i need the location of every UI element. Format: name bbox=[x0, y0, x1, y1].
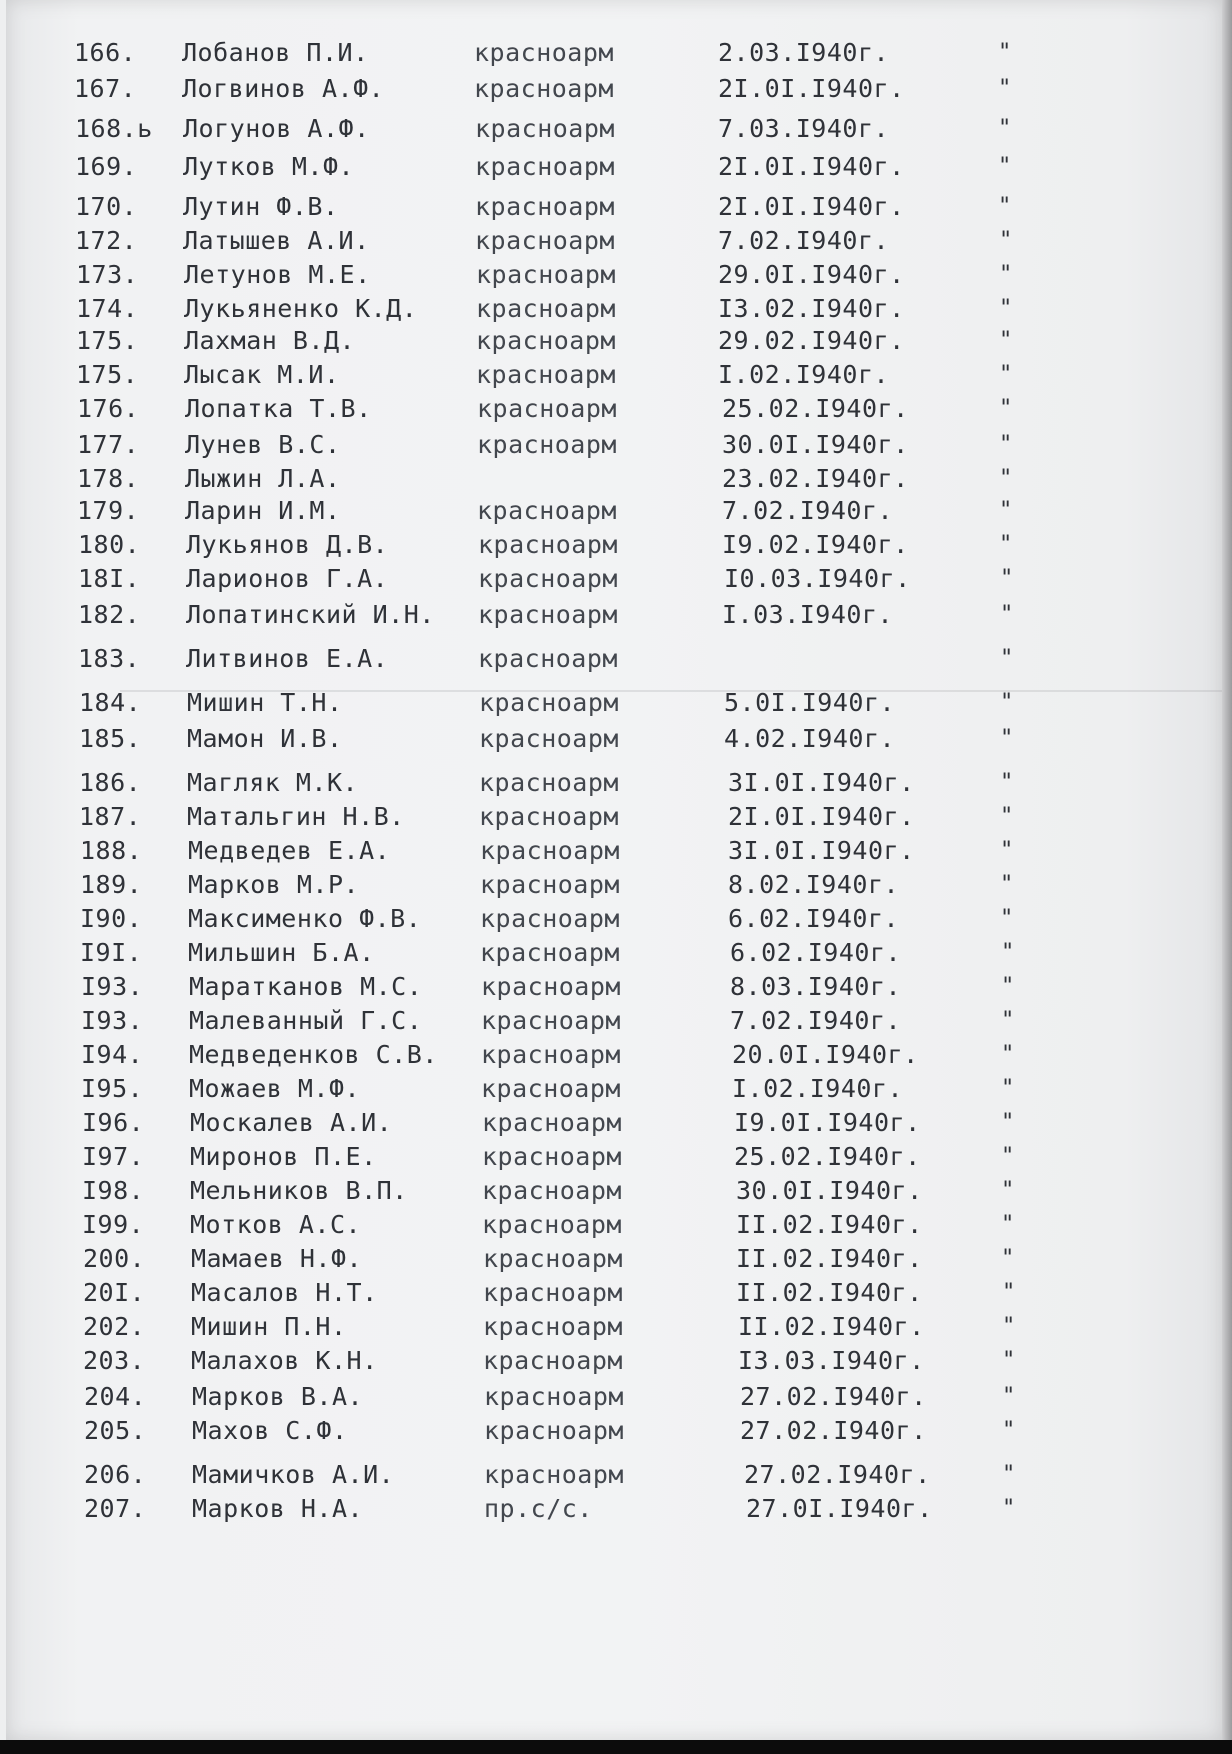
entry-number: 174. bbox=[76, 294, 139, 323]
entry-ditto-mark: " bbox=[999, 296, 1013, 321]
entry-rank: красноарм bbox=[474, 74, 614, 103]
entry-ditto-mark: " bbox=[998, 154, 1012, 179]
entry-name: Мотков А.С. bbox=[190, 1210, 362, 1239]
list-item bbox=[0, 1276, 1232, 1310]
list-item bbox=[0, 224, 1232, 258]
entry-ditto-mark: " bbox=[1001, 1076, 1015, 1101]
entry-name: Лахман В.Д. bbox=[184, 326, 356, 355]
entry-rank: красноарм bbox=[482, 1176, 622, 1205]
entry-rank: красноарм bbox=[484, 1382, 624, 1411]
entry-number: I9I. bbox=[80, 938, 143, 967]
entry-ditto-mark: " bbox=[1001, 1212, 1015, 1237]
entry-name: Марков В.А. bbox=[192, 1382, 364, 1411]
entry-rank: красноарм bbox=[479, 802, 619, 831]
entry-rank: красноарм bbox=[481, 1006, 621, 1035]
entry-date: I3.03.I940г. bbox=[738, 1346, 925, 1375]
entry-rank: красноарм bbox=[483, 1346, 623, 1375]
entry-date: II.02.I940г. bbox=[736, 1244, 923, 1273]
entry-date: 7.03.I940г. bbox=[718, 114, 890, 143]
entry-ditto-mark: " bbox=[1002, 1280, 1016, 1305]
entry-ditto-mark: " bbox=[1000, 646, 1014, 671]
entry-number: 179. bbox=[77, 496, 140, 525]
entry-date: 30.0I.I940г. bbox=[736, 1176, 923, 1205]
entry-date: I0.03.I940г. bbox=[724, 564, 911, 593]
entry-name: Ларионов Г.А. bbox=[186, 564, 389, 593]
list-item bbox=[0, 1492, 1232, 1526]
entry-name: Мишин П.Н. bbox=[191, 1312, 347, 1341]
list-item bbox=[0, 258, 1232, 292]
list-item bbox=[0, 686, 1232, 720]
entry-number: 207. bbox=[84, 1494, 147, 1523]
entry-name: Лукьянов Д.В. bbox=[186, 530, 389, 559]
entry-rank: красноарм bbox=[476, 326, 616, 355]
entry-rank: красноарм bbox=[481, 972, 621, 1001]
entry-name: Лысак М.И. bbox=[184, 360, 340, 389]
entry-name: Можаев М.Ф. bbox=[189, 1074, 361, 1103]
entry-number: 166. bbox=[74, 38, 137, 67]
entry-date: 7.02.I940г. bbox=[722, 496, 894, 525]
entry-ditto-mark: " bbox=[999, 362, 1013, 387]
entry-number: 170. bbox=[75, 192, 138, 221]
list-item bbox=[0, 358, 1232, 392]
entry-number: I94. bbox=[81, 1040, 144, 1069]
entry-date: 8.03.I940г. bbox=[730, 972, 902, 1001]
entry-rank: красноарм bbox=[476, 294, 616, 323]
entry-number: I90. bbox=[80, 904, 143, 933]
entry-date: 3I.0I.I940г. bbox=[728, 768, 915, 797]
entry-number: I93. bbox=[81, 972, 144, 1001]
entry-number: I96. bbox=[82, 1108, 145, 1137]
list-item bbox=[0, 1414, 1232, 1448]
entry-ditto-mark: " bbox=[1000, 872, 1014, 897]
entry-ditto-mark: " bbox=[999, 498, 1013, 523]
list-item bbox=[0, 1174, 1232, 1208]
list-item bbox=[0, 834, 1232, 868]
entry-number: 175. bbox=[76, 360, 139, 389]
entry-number: 173. bbox=[76, 260, 139, 289]
list-item bbox=[0, 1140, 1232, 1174]
entry-date: 6.02.I940г. bbox=[730, 938, 902, 967]
list-item bbox=[0, 1310, 1232, 1344]
entry-name: Лутков М.Ф. bbox=[183, 152, 355, 181]
entry-number: 188. bbox=[80, 836, 143, 865]
entry-rank: красноарм bbox=[484, 1416, 624, 1445]
entry-name: Медведенков С.В. bbox=[189, 1040, 438, 1069]
entry-date: 27.0I.I940г. bbox=[746, 1494, 933, 1523]
list-item bbox=[0, 562, 1232, 596]
entry-number: 189. bbox=[80, 870, 143, 899]
entry-name: Максименко Ф.В. bbox=[188, 904, 422, 933]
entry-number: 203. bbox=[83, 1346, 146, 1375]
entry-ditto-mark: " bbox=[1002, 1384, 1016, 1409]
entry-date: I9.0I.I940г. bbox=[734, 1108, 921, 1137]
entry-name: Москалев А.И. bbox=[190, 1108, 393, 1137]
entry-date: 5.0I.I940г. bbox=[724, 688, 896, 717]
list-item bbox=[0, 36, 1232, 70]
entry-date: 20.0I.I940г. bbox=[732, 1040, 919, 1069]
entry-rank: красноарм bbox=[478, 530, 618, 559]
entry-name: Масалов Н.Т. bbox=[191, 1278, 378, 1307]
entry-date: 2I.0I.I940г. bbox=[728, 802, 915, 831]
list-item bbox=[0, 150, 1232, 184]
entry-ditto-mark: " bbox=[999, 328, 1013, 353]
entry-ditto-mark: " bbox=[998, 40, 1012, 65]
entry-number: 20I. bbox=[83, 1278, 146, 1307]
list-item bbox=[0, 1106, 1232, 1140]
entry-name: Магляк М.К. bbox=[187, 768, 359, 797]
entry-number: 178. bbox=[77, 464, 140, 493]
entry-rank: красноарм bbox=[475, 152, 615, 181]
entry-ditto-mark: " bbox=[1000, 566, 1014, 591]
entry-ditto-mark: " bbox=[1000, 690, 1014, 715]
entry-name: Мельников В.П. bbox=[190, 1176, 408, 1205]
entry-date: II.02.I940г. bbox=[738, 1312, 925, 1341]
entry-name: Логунов А.Ф. bbox=[183, 114, 370, 143]
list-item bbox=[0, 598, 1232, 632]
entry-number: 183. bbox=[78, 644, 141, 673]
entry-ditto-mark: " bbox=[1002, 1418, 1016, 1443]
entry-number: 205. bbox=[84, 1416, 147, 1445]
entry-number: 18I. bbox=[78, 564, 141, 593]
entry-ditto-mark: " bbox=[1000, 804, 1014, 829]
entry-name: Мишин Т.Н. bbox=[187, 688, 343, 717]
entry-name: Матальгин Н.В. bbox=[187, 802, 405, 831]
entry-ditto-mark: " bbox=[1000, 726, 1014, 751]
entry-ditto-mark: " bbox=[1000, 906, 1014, 931]
entry-ditto-mark: " bbox=[998, 116, 1012, 141]
entry-number: 204. bbox=[84, 1382, 147, 1411]
list-item bbox=[0, 766, 1232, 800]
entry-number: I99. bbox=[82, 1210, 145, 1239]
entry-date: 29.0I.I940г. bbox=[718, 260, 905, 289]
entry-number: 206. bbox=[84, 1460, 147, 1489]
entry-date: 2I.0I.I940г. bbox=[718, 74, 905, 103]
entry-rank: красноарм bbox=[474, 38, 614, 67]
list-item bbox=[0, 428, 1232, 462]
list-item bbox=[0, 1208, 1232, 1242]
entry-rank: красноарм bbox=[475, 114, 615, 143]
entry-rank: красноарм bbox=[484, 1460, 624, 1489]
entry-ditto-mark: " bbox=[1001, 1008, 1015, 1033]
entry-rank: красноарм bbox=[475, 226, 615, 255]
entry-rank: красноарм bbox=[479, 724, 619, 753]
entry-ditto-mark: " bbox=[999, 466, 1013, 491]
entry-rank: красноарм bbox=[479, 688, 619, 717]
entry-date: I3.02.I940г. bbox=[718, 294, 905, 323]
entry-date: 6.02.I940г. bbox=[728, 904, 900, 933]
list-item bbox=[0, 1038, 1232, 1072]
entry-date: 29.02.I940г. bbox=[718, 326, 905, 355]
list-item bbox=[0, 1458, 1232, 1492]
entry-name: Латышев А.И. bbox=[183, 226, 370, 255]
entry-ditto-mark: " bbox=[999, 396, 1013, 421]
entry-number: I98. bbox=[82, 1176, 145, 1205]
entry-name: Миронов П.Е. bbox=[190, 1142, 377, 1171]
entry-rank: красноарм bbox=[476, 360, 616, 389]
entry-number: 180. bbox=[78, 530, 141, 559]
entry-date: 7.02.I940г. bbox=[730, 1006, 902, 1035]
scan-bottom-border bbox=[0, 1740, 1232, 1754]
entry-rank: красноарм bbox=[483, 1312, 623, 1341]
list-item bbox=[0, 494, 1232, 528]
entry-name: Малеванный Г.С. bbox=[189, 1006, 423, 1035]
entry-rank: красноарм bbox=[482, 1108, 622, 1137]
entry-ditto-mark: " bbox=[1002, 1496, 1016, 1521]
list-item bbox=[0, 970, 1232, 1004]
entry-rank: красноарм bbox=[478, 600, 618, 629]
entry-ditto-mark: " bbox=[1000, 602, 1014, 627]
list-item bbox=[0, 1344, 1232, 1378]
entry-number: 184. bbox=[79, 688, 142, 717]
entry-rank: красноарм bbox=[475, 192, 615, 221]
list-item bbox=[0, 936, 1232, 970]
entry-rank: красноарм bbox=[479, 768, 619, 797]
entry-ditto-mark: " bbox=[1002, 1348, 1016, 1373]
list-item bbox=[0, 1380, 1232, 1414]
list-item bbox=[0, 292, 1232, 326]
entry-ditto-mark: " bbox=[998, 76, 1012, 101]
list-item bbox=[0, 800, 1232, 834]
entry-ditto-mark: " bbox=[999, 432, 1013, 457]
entry-date: I.02.I940г. bbox=[732, 1074, 904, 1103]
entry-rank: красноарм bbox=[480, 938, 620, 967]
entry-name: Лопатинский И.Н. bbox=[186, 600, 435, 629]
entry-number: 175. bbox=[76, 326, 139, 355]
entry-ditto-mark: " bbox=[1001, 1144, 1015, 1169]
entry-name: Лопатка Т.В. bbox=[185, 394, 372, 423]
entry-ditto-mark: " bbox=[1000, 838, 1014, 863]
entry-date: I9.02.I940г. bbox=[722, 530, 909, 559]
entry-name: Летунов М.Е. bbox=[184, 260, 371, 289]
list-item bbox=[0, 1242, 1232, 1276]
entry-ditto-mark: " bbox=[1002, 1462, 1016, 1487]
entry-rank: красноарм bbox=[481, 1074, 621, 1103]
entry-rank: красноарм bbox=[476, 260, 616, 289]
list-item bbox=[0, 528, 1232, 562]
entry-date: I.02.I940г. bbox=[718, 360, 890, 389]
entry-ditto-mark: " bbox=[1000, 770, 1014, 795]
entry-name: Марков М.Р. bbox=[188, 870, 360, 899]
list-item bbox=[0, 72, 1232, 106]
list-item bbox=[0, 642, 1232, 676]
entry-rank: красноарм bbox=[481, 1040, 621, 1069]
entry-ditto-mark: " bbox=[1001, 1110, 1015, 1135]
entry-rank: красноарм bbox=[477, 496, 617, 525]
entry-number: I93. bbox=[81, 1006, 144, 1035]
entry-number: 187. bbox=[79, 802, 142, 831]
entry-number: 200. bbox=[83, 1244, 146, 1273]
entry-ditto-mark: " bbox=[1001, 1178, 1015, 1203]
entry-name: Логвинов А.Ф. bbox=[182, 74, 385, 103]
entry-date: 27.02.I940г. bbox=[740, 1416, 927, 1445]
entry-name: Марков Н.А. bbox=[192, 1494, 364, 1523]
entry-ditto-mark: " bbox=[1001, 1246, 1015, 1271]
entry-name: Медведев Е.А. bbox=[188, 836, 391, 865]
entry-date: 3I.0I.I940г. bbox=[728, 836, 915, 865]
entry-date: 27.02.I940г. bbox=[744, 1460, 931, 1489]
entry-date: 2.03.I940г. bbox=[718, 38, 890, 67]
entry-number: 168.ь bbox=[75, 114, 153, 143]
entry-date: 7.02.I940г. bbox=[718, 226, 890, 255]
entry-number: 167. bbox=[74, 74, 137, 103]
entry-number: 176. bbox=[77, 394, 140, 423]
entry-number: I95. bbox=[81, 1074, 144, 1103]
entry-rank: красноарм bbox=[477, 394, 617, 423]
entry-rank: красноарм bbox=[480, 904, 620, 933]
entry-rank: красноарм bbox=[482, 1142, 622, 1171]
entry-name: Лутин Ф.В. bbox=[183, 192, 339, 221]
entry-ditto-mark: " bbox=[1001, 1042, 1015, 1067]
list-item bbox=[0, 902, 1232, 936]
entry-number: I97. bbox=[82, 1142, 145, 1171]
entry-ditto-mark: " bbox=[999, 228, 1013, 253]
entry-name: Лунев В.С. bbox=[185, 430, 341, 459]
entry-ditto-mark: " bbox=[1002, 1314, 1016, 1339]
entry-date: 8.02.I940г. bbox=[728, 870, 900, 899]
entry-date: II.02.I940г. bbox=[736, 1210, 923, 1239]
entry-name: Ларин И.М. bbox=[185, 496, 341, 525]
entry-name: Мильшин Б.А. bbox=[188, 938, 375, 967]
entry-date: I.03.I940г. bbox=[722, 600, 894, 629]
entry-date: 23.02.I940г. bbox=[722, 464, 909, 493]
entry-rank: красноарм bbox=[483, 1278, 623, 1307]
entry-date: 4.02.I940г. bbox=[724, 724, 896, 753]
list-item bbox=[0, 462, 1232, 496]
entry-ditto-mark: " bbox=[998, 194, 1012, 219]
list-item bbox=[0, 722, 1232, 756]
entry-date: II.02.I940г. bbox=[736, 1278, 923, 1307]
entry-rank: красноарм bbox=[480, 836, 620, 865]
entry-rank: красноарм bbox=[478, 644, 618, 673]
entry-name: Мамаев Н.Ф. bbox=[191, 1244, 363, 1273]
entry-name: Махов С.Ф. bbox=[192, 1416, 348, 1445]
entry-rank: красноарм bbox=[482, 1210, 622, 1239]
entry-rank: красноарм bbox=[477, 430, 617, 459]
entry-name: Литвинов Е.А. bbox=[186, 644, 389, 673]
entry-number: 182. bbox=[78, 600, 141, 629]
entry-rank: красноарм bbox=[483, 1244, 623, 1273]
list-item bbox=[0, 1004, 1232, 1038]
entry-rank: пр.с/с. bbox=[484, 1494, 593, 1523]
list-item bbox=[0, 868, 1232, 902]
entry-date: 30.0I.I940г. bbox=[722, 430, 909, 459]
entry-number: 172. bbox=[75, 226, 138, 255]
entry-number: 177. bbox=[77, 430, 140, 459]
entry-name: Мамичков А.И. bbox=[192, 1460, 395, 1489]
entry-number: 169. bbox=[75, 152, 138, 181]
list-item bbox=[0, 324, 1232, 358]
entry-date: 25.02.I940г. bbox=[722, 394, 909, 423]
entry-name: Малахов К.Н. bbox=[191, 1346, 378, 1375]
entry-rank: красноарм bbox=[480, 870, 620, 899]
entry-rank: красноарм bbox=[478, 564, 618, 593]
entry-date: 27.02.I940г. bbox=[740, 1382, 927, 1411]
entry-ditto-mark: " bbox=[1001, 974, 1015, 999]
entry-name: Лукьяненко К.Д. bbox=[184, 294, 418, 323]
entry-name: Лыжин Л.А. bbox=[185, 464, 341, 493]
entry-date: 2I.0I.I940г. bbox=[718, 152, 905, 181]
list-item bbox=[0, 190, 1232, 224]
list-item bbox=[0, 112, 1232, 146]
list-item bbox=[0, 1072, 1232, 1106]
entry-date: 25.02.I940г. bbox=[734, 1142, 921, 1171]
entry-name: Маратканов М.С. bbox=[189, 972, 423, 1001]
entry-ditto-mark: " bbox=[999, 262, 1013, 287]
entry-number: 202. bbox=[83, 1312, 146, 1341]
entry-number: 185. bbox=[79, 724, 142, 753]
entry-ditto-mark: " bbox=[1001, 940, 1015, 965]
entry-name: Мамон И.В. bbox=[187, 724, 343, 753]
list-item bbox=[0, 392, 1232, 426]
entry-number: 186. bbox=[79, 768, 142, 797]
entry-date: 2I.0I.I940г. bbox=[718, 192, 905, 221]
entry-name: Лобанов П.И. bbox=[182, 38, 369, 67]
entry-ditto-mark: " bbox=[999, 532, 1013, 557]
